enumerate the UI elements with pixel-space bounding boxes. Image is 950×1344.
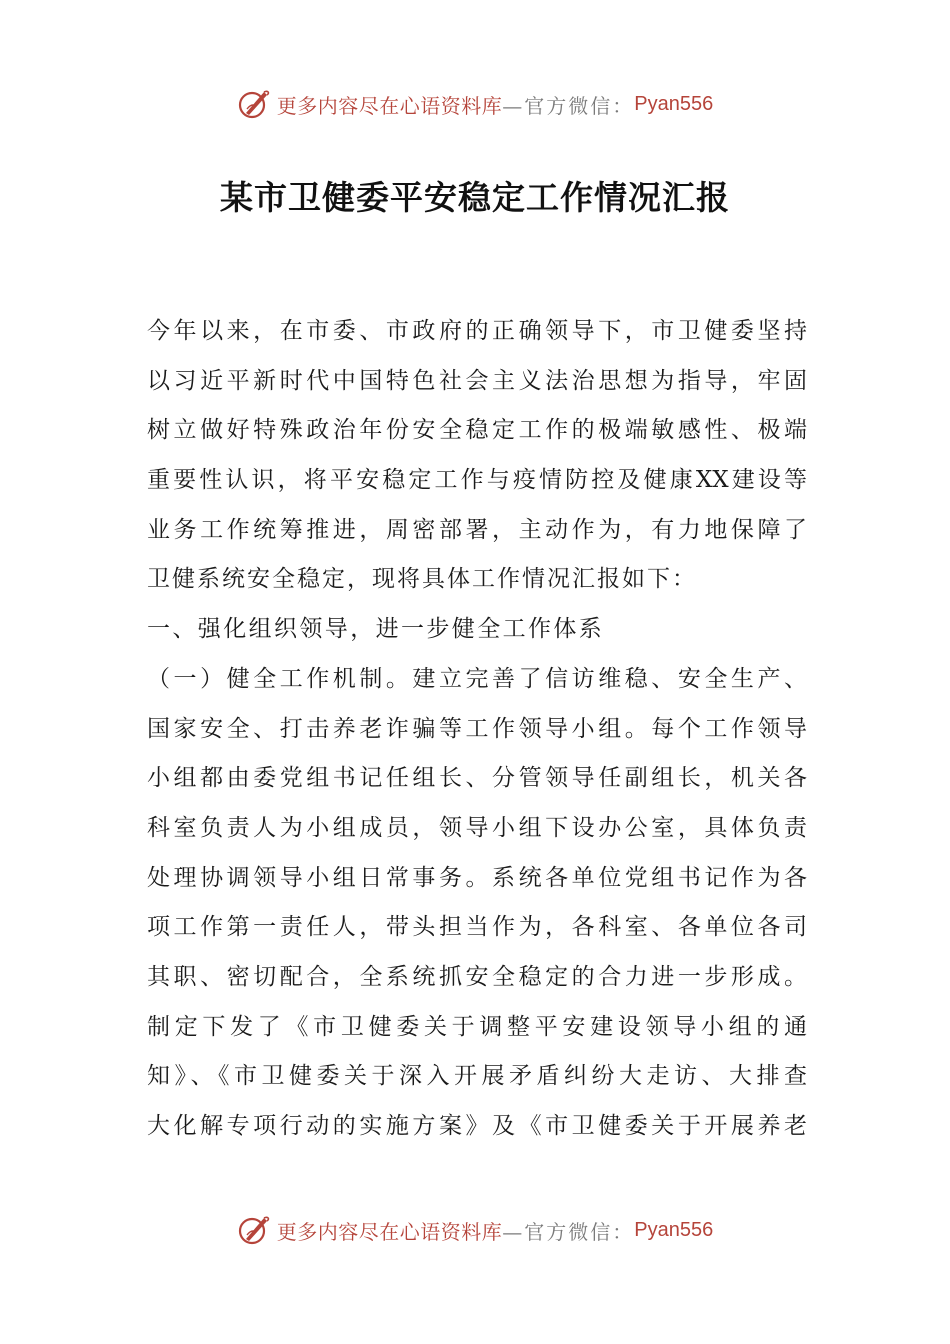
body-line: 业务工作统筹推进，周密部署，主动作为，有力地保障了 [147,516,807,543]
section-heading: 一、强化组织领导，进一步健全工作体系 [147,616,605,643]
body-line: 卫健系统安全稳定，现将具体工作情况汇报如下： [147,566,697,593]
body-line: 小组都由委党组书记任组长、分管领导任副组长，机关各 [147,765,807,792]
document-body [147,307,807,1152]
watermark-wechat-id: Pyan556 [634,92,714,115]
watermark-banner-top [0,84,950,124]
quill-circle-logo-icon [237,87,271,121]
watermark-suffix: —官方微信： [502,1219,635,1244]
watermark-suffix: —官方微信： [502,93,635,118]
body-line: 重要性认识，将平安稳定工作与疫情防控及健康XX建设等 [147,467,807,494]
quill-circle-logo-icon [237,1213,271,1247]
body-line: 处理协调领导小组日常事务。系统各单位党组书记作为各 [147,864,807,891]
body-line: 今年以来，在市委、市政府的正确领导下，市卫健委坚持 [147,318,807,344]
watermark-text: 更多内容尽在心语资料库 [276,1219,503,1244]
body-line: 知》、《市卫健委关于深入开展矛盾纠纷大走访、大排查 [147,1063,807,1090]
body-line: 其职、密切配合，全系统抓安全稳定的合力进一步形成。 [147,963,807,990]
document-title: 某市卫健委平安稳定工作情况汇报 [220,178,730,217]
watermark-banner-bottom [0,1210,950,1250]
body-line: 项工作第一责任人，带头担当作为，各科室、各单位各司 [147,914,807,941]
watermark-text: 更多内容尽在心语资料库 [276,93,503,118]
watermark-wechat-id: Pyan556 [634,1218,714,1241]
body-line: 国家安全、打击养老诈骗等工作领导小组。每个工作领导 [147,715,807,742]
body-line: 大化解专项行动的实施方案》及《市卫健委关于开展养老 [147,1113,807,1139]
body-line: 以习近平新时代中国特色社会主义法治思想为指导，牢固 [147,367,807,394]
body-line: 制定下发了《市卫健委关于调整平安建设领导小组的通 [147,1013,807,1040]
body-line: 树立做好特殊政治年份安全稳定工作的极端敏感性、极端 [147,417,807,444]
body-line: 科室负责人为小组成员，领导小组下设办公室，具体负责 [147,814,807,841]
body-line: （一）健全工作机制。建立完善了信访维稳、安全生产、 [147,665,807,692]
